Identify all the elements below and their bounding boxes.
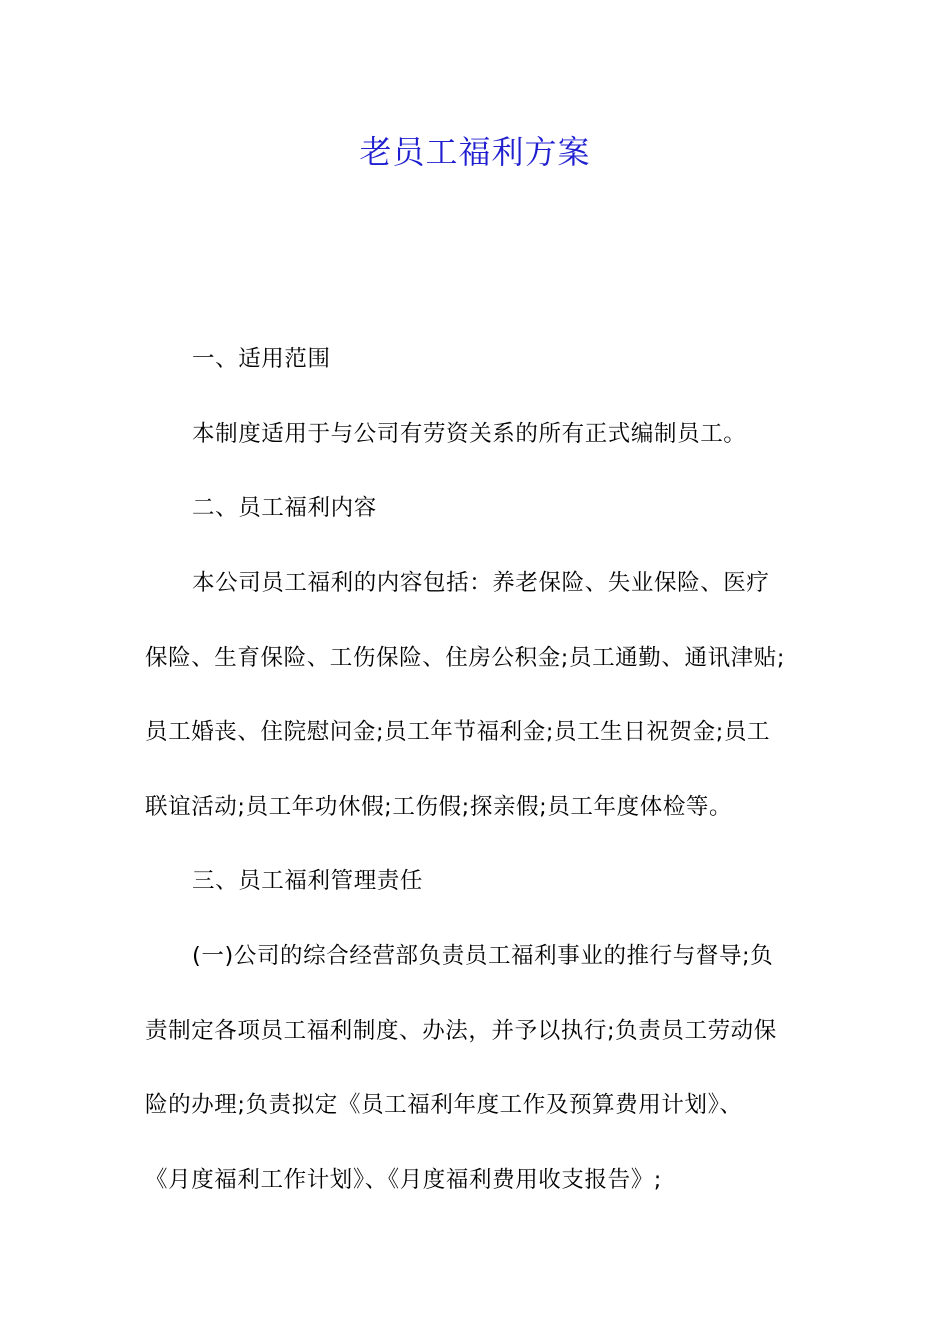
paragraph-line: 员工婚丧、住院慰问金;员工年节福利金;员工生日祝贺金;员工: [145, 719, 771, 745]
document-title: 老员工福利方案: [359, 133, 591, 171]
section-heading-scope: 一、适用范围: [192, 346, 331, 372]
paragraph-line: 联谊活动;员工年功休假;工伤假;探亲假;员工年度体检等。: [145, 794, 733, 820]
paragraph-line: 险的办理;负责拟定《员工福利年度工作及预算费用计划》、: [145, 1092, 743, 1118]
paragraph-line: 《月度福利工作计划》、《月度福利费用收支报告》;: [145, 1167, 662, 1193]
paragraph-line: 本公司员工福利的内容包括：养老保险、失业保险、医疗: [192, 570, 770, 596]
paragraph-line: 保险、生育保险、工伤保险、住房公积金;员工通勤、通讯津贴;: [145, 645, 786, 671]
section-heading-benefits: 二、员工福利内容: [192, 495, 377, 521]
paragraph-line: (一)公司的综合经营部负责员工福利事业的推行与督导;负: [192, 943, 774, 969]
section-heading-responsibility: 三、员工福利管理责任: [192, 868, 424, 894]
paragraph-line: 责制定各项员工福利制度、办法，并予以执行;负责员工劳动保: [145, 1018, 777, 1044]
paragraph-line: 本制度适用于与公司有劳资关系的所有正式编制员工。: [192, 421, 747, 447]
